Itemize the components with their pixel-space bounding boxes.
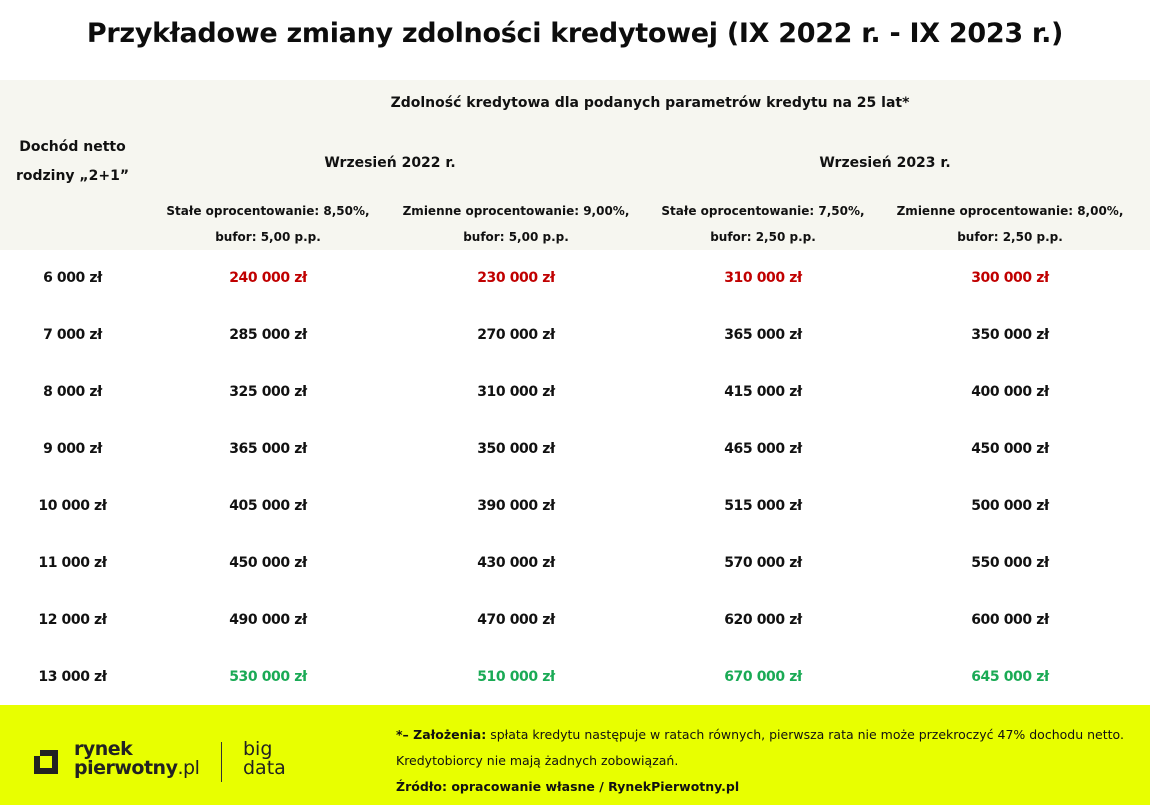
income-cell: 7 000 zł [43, 327, 102, 343]
table-row [0, 364, 1150, 421]
income-cell: 13 000 zł [38, 669, 107, 685]
value-cell: 300 000 zł [971, 270, 1049, 286]
page-title: Przykładowe zmiany zdolności kredytowej (IX 2022 r. - IX 2023 r.) [86, 18, 1064, 49]
income-header-line1: Dochód netto [19, 139, 126, 155]
income-cell: 10 000 zł [38, 498, 107, 514]
income-cell: 11 000 zł [38, 555, 107, 571]
table-row [0, 535, 1150, 592]
bigdata-logo: big data [243, 738, 286, 779]
income-column-header [0, 133, 145, 191]
value-cell: 350 000 zł [971, 327, 1049, 343]
income-cell: 8 000 zł [43, 384, 102, 400]
rynekpierwotny-logo-icon [30, 746, 62, 778]
table-row [0, 649, 1150, 706]
footer-banner [0, 705, 1150, 805]
value-cell: 230 000 zł [477, 270, 555, 286]
period-header-2022: Wrzesień 2022 r. [324, 155, 456, 171]
table-row [0, 478, 1150, 535]
value-cell: 465 000 zł [724, 441, 802, 457]
value-cell: 325 000 zł [229, 384, 307, 400]
column-header-variable-2023: Zmienne oprocentowanie: 8,00%, bufor: 2,50 p.p. [896, 204, 1124, 244]
table-row [0, 421, 1150, 478]
table-row [0, 307, 1150, 364]
value-cell: 390 000 zł [477, 498, 555, 514]
income-cell: 6 000 zł [43, 270, 102, 286]
value-cell: 600 000 zł [971, 612, 1049, 628]
income-cell: 9 000 zł [43, 441, 102, 457]
value-cell: 350 000 zł [477, 441, 555, 457]
value-cell: 430 000 zł [477, 555, 555, 571]
value-cell: 500 000 zł [971, 498, 1049, 514]
column-header-variable-2022: Zmienne oprocentowanie: 9,00%, bufor: 5,00 p.p. [402, 204, 630, 244]
column-header-fixed-2022: Stałe oprocentowanie: 8,50%, bufor: 5,00 p.p. [166, 204, 370, 244]
value-cell: 240 000 zł [229, 270, 307, 286]
assumptions-note: *– Założenia: spłata kredytu następuje w ratach równych, pierwsza rata nie może przekroczyć 47% dochodu netto. Kredytobiorcy nie mają żadnych zobowiązań. Źródło: opracowanie własne / RynekPierwotny.pl [396, 727, 1124, 794]
rynekpierwotny-logo-text: rynek pierwotny.pl [74, 738, 200, 779]
value-cell: 450 000 zł [229, 555, 307, 571]
source-note: Źródło: opracowanie własne / RynekPierwotny.pl [396, 779, 740, 794]
value-cell: 550 000 zł [971, 555, 1049, 571]
value-cell: 645 000 zł [971, 669, 1049, 685]
value-cell: 415 000 zł [724, 384, 802, 400]
period-header-2023: Wrzesień 2023 r. [819, 155, 951, 171]
value-cell: 510 000 zł [477, 669, 555, 685]
value-cell: 270 000 zł [477, 327, 555, 343]
value-cell: 400 000 zł [971, 384, 1049, 400]
value-cell: 365 000 zł [724, 327, 802, 343]
value-cell: 470 000 zł [477, 612, 555, 628]
value-cell: 490 000 zł [229, 612, 307, 628]
value-cell: 310 000 zł [477, 384, 555, 400]
value-cell: 285 000 zł [229, 327, 307, 343]
table-row [0, 592, 1150, 649]
value-cell: 620 000 zł [724, 612, 802, 628]
column-header-fixed-2023: Stałe oprocentowanie: 7,50%, bufor: 2,50 p.p. [661, 204, 865, 244]
credit-capacity-header: Zdolność kredytowa dla podanych parametrów kredytu na 25 lat* [390, 95, 910, 111]
value-cell: 365 000 zł [229, 441, 307, 457]
value-cell: 405 000 zł [229, 498, 307, 514]
value-cell: 570 000 zł [724, 555, 802, 571]
value-cell: 515 000 zł [724, 498, 802, 514]
value-cell: 670 000 zł [724, 669, 802, 685]
logo-divider [221, 742, 222, 782]
table-row [0, 250, 1150, 307]
value-cell: 530 000 zł [229, 669, 307, 685]
table-body [0, 250, 1150, 706]
value-cell: 310 000 zł [724, 270, 802, 286]
value-cell: 450 000 zł [971, 441, 1049, 457]
income-cell: 12 000 zł [38, 612, 107, 628]
income-header-line2: rodziny „2+1” [15, 168, 130, 184]
